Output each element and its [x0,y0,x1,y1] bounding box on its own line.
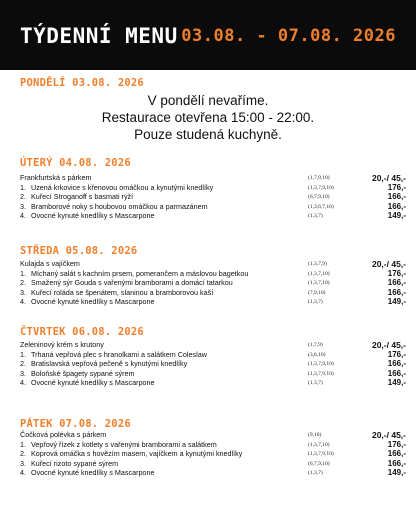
dish-name [20,340,104,350]
menu-title: TÝDENNÍ MENU [20,24,178,48]
menu-dates: 03.08. - 07.08. 2026 [181,26,396,46]
dish-name [20,278,233,288]
dish-number: 3. [20,368,26,378]
allergen-codes: (1,7,9,10) [308,175,330,181]
allergen-codes: (1,3,7,10) [308,441,330,448]
dish-price: 149,- [387,378,406,388]
dish-text: Frankfurtská s párkem [20,173,92,182]
dish-price: 166,- [387,287,406,297]
dish-name [20,202,208,212]
dish-name [20,211,154,221]
allergen-codes: (1,3,7) [308,470,323,477]
menu-item-row [20,440,406,450]
dish-number: 4. [20,378,26,388]
dish-number: 4. [20,211,26,221]
monday-closed-line-1: V pondělí nevaříme. [147,93,269,108]
dish-name [20,359,187,369]
menu-item-row [20,211,406,221]
menu-item-row [20,192,406,202]
dish-number: 2. [20,359,26,369]
allergen-codes: (1,3,7,9) [308,261,327,267]
menu-item-row [20,359,406,369]
dish-price: 20,-/ 45,- [371,173,406,183]
dish-name [20,173,92,183]
menu-item-row [20,288,406,298]
dish-name [20,269,248,279]
dish-number: 4. [20,468,26,478]
dish-text: Zeleninový krém s krutony [20,340,104,349]
dish-price: 166,- [387,192,406,202]
menu-item-row [20,378,406,388]
dish-text: Kuřecí Stroganoff s basmati rýží [31,192,134,202]
dish-number: 2. [20,278,26,288]
dish-text: Boloňské špagety sypané sýrem [31,368,135,378]
soup-row [20,173,406,183]
dish-text: Trhaná vepřová plec s hranolkami a salátkem Coleslaw [31,349,207,359]
menu-item-row [20,468,406,478]
dish-name [20,259,80,269]
dish-price: 176,- [387,439,406,449]
dish-name [20,288,213,298]
dish-name [20,468,154,478]
dish-number: 3. [20,287,26,297]
dish-price: 149,- [387,297,406,307]
day-heading-wednesday: STŘEDA 05.08. 2026 [20,245,138,257]
dish-price: 166,- [387,278,406,288]
dish-price: 176,- [387,182,406,192]
menu-header [0,0,416,70]
dish-number: 1. [20,268,26,278]
allergen-codes: (1,3,7,9,10) [308,451,334,458]
dish-text: Ovocné kynuté knedlíky s Mascarpone [31,211,155,221]
dish-text: Bramborové noky s houbovou omáčkou a parmazánem [31,201,208,211]
allergen-codes: (1,3,7) [308,380,323,387]
dish-price: 176,- [387,268,406,278]
allergen-codes: (1,3,7,9,10) [308,370,334,377]
allergen-codes: (1,3,7,9,10) [308,361,334,368]
soup-row [20,340,406,350]
dish-text: Bratislavská vepřová pečeně s kynutými knedlíky [31,359,188,369]
dish-price: 149,- [387,468,406,478]
monday-closed-line-2: Restaurace otevřena 15:00 - 22:00. [101,110,315,125]
menu-item-row [20,449,406,459]
allergen-codes: (1,3,7) [308,213,323,220]
dish-price: 149,- [387,211,406,221]
allergen-codes: (1,3,7,9,10) [308,184,334,191]
dish-price: 166,- [387,359,406,369]
menu-item-row [20,459,406,469]
day-heading-thursday: ČTVRTEK 06.08. 2026 [20,326,144,338]
dish-text: Smažený sýr Gouda s vařenými bramborami a domácí tatarkou [31,278,233,288]
dish-number: 1. [20,349,26,359]
dish-price: 20,-/ 45,- [371,340,406,350]
dish-text: Kulajda s vajíčkem [20,259,80,268]
dish-name [20,183,213,193]
dish-price: 166,- [387,201,406,211]
dish-text: Kuřecí rizoto sypané sýrem [31,458,119,468]
dish-text: Kuřecí roláda se špenátem, slaninou a bramborovou kaší [31,287,214,297]
day-heading-friday: PÁTEK 07.08. 2026 [20,418,131,430]
dish-name [20,459,118,469]
soup-row [20,259,406,269]
dish-text: Ovocné kynuté knedlíky s Mascarpone [31,468,155,478]
dish-text: Koprová omáčka s hovězím masem, vajíčkem a kynutými knedlíky [31,449,243,459]
allergen-codes: (9,10) [308,432,322,438]
dish-text: Míchaný salát s kachním prsem, pomerančem a máslovou bagetkou [31,268,249,278]
menu-item-row [20,269,406,279]
dish-number: 4. [20,297,26,307]
dish-price: 166,- [387,458,406,468]
allergen-codes: (3,6,10) [308,351,326,358]
menu-item-row [20,297,406,307]
day-heading-tuesday: ÚTERÝ 04.08. 2026 [20,157,131,169]
menu-item-row [20,202,406,212]
allergen-codes: (6,7,9,10) [308,460,330,467]
menu-item-row [20,369,406,379]
dish-price: 166,- [387,368,406,378]
dish-text: Čočková polévka s párkem [20,430,107,439]
dish-name [20,297,154,307]
menu-item-row [20,278,406,288]
dish-text: Ovocné kynuté knedlíky s Mascarpone [31,297,155,307]
menu-item-row [20,183,406,193]
dish-name [20,430,106,440]
dish-text: Vepřový řízek z kotlety s vařenými bramborami a salátkem [31,439,217,449]
dish-price: 176,- [387,349,406,359]
allergen-codes: (1,3,7,10) [308,280,330,287]
dish-price: 166,- [387,449,406,459]
dish-number: 2. [20,449,26,459]
day-heading-monday: PONDĚLÍ 03.08. 2026 [20,77,144,89]
dish-name [20,378,154,388]
allergen-codes: (1,3,6,7,10) [308,203,334,210]
dish-number: 1. [20,182,26,192]
allergen-codes: (6,7,9,10) [308,194,330,201]
dish-text: Uzená krkovice s křenovou omáčkou a kynutými knedlíky [31,182,214,192]
dish-name [20,192,133,202]
dish-text: Ovocné kynuté knedlíky s Mascarpone [31,378,155,388]
dish-number: 2. [20,192,26,202]
allergen-codes: (1,3,7) [308,299,323,306]
dish-name [20,369,134,379]
dish-name [20,449,242,459]
dish-number: 1. [20,439,26,449]
dish-number: 3. [20,458,26,468]
allergen-codes: (7,9,10) [308,289,326,296]
dish-price: 20,-/ 45,- [371,259,406,269]
menu-item-row [20,350,406,360]
soup-row [20,430,406,440]
allergen-codes: (1,3,7,10) [308,270,330,277]
dish-name [20,350,207,360]
allergen-codes: (1,7,9) [308,342,323,348]
dish-name [20,440,217,450]
dish-number: 3. [20,201,26,211]
monday-closed-line-3: Pouze studená kuchyně. [134,127,282,142]
dish-price: 20,-/ 45,- [371,430,406,440]
